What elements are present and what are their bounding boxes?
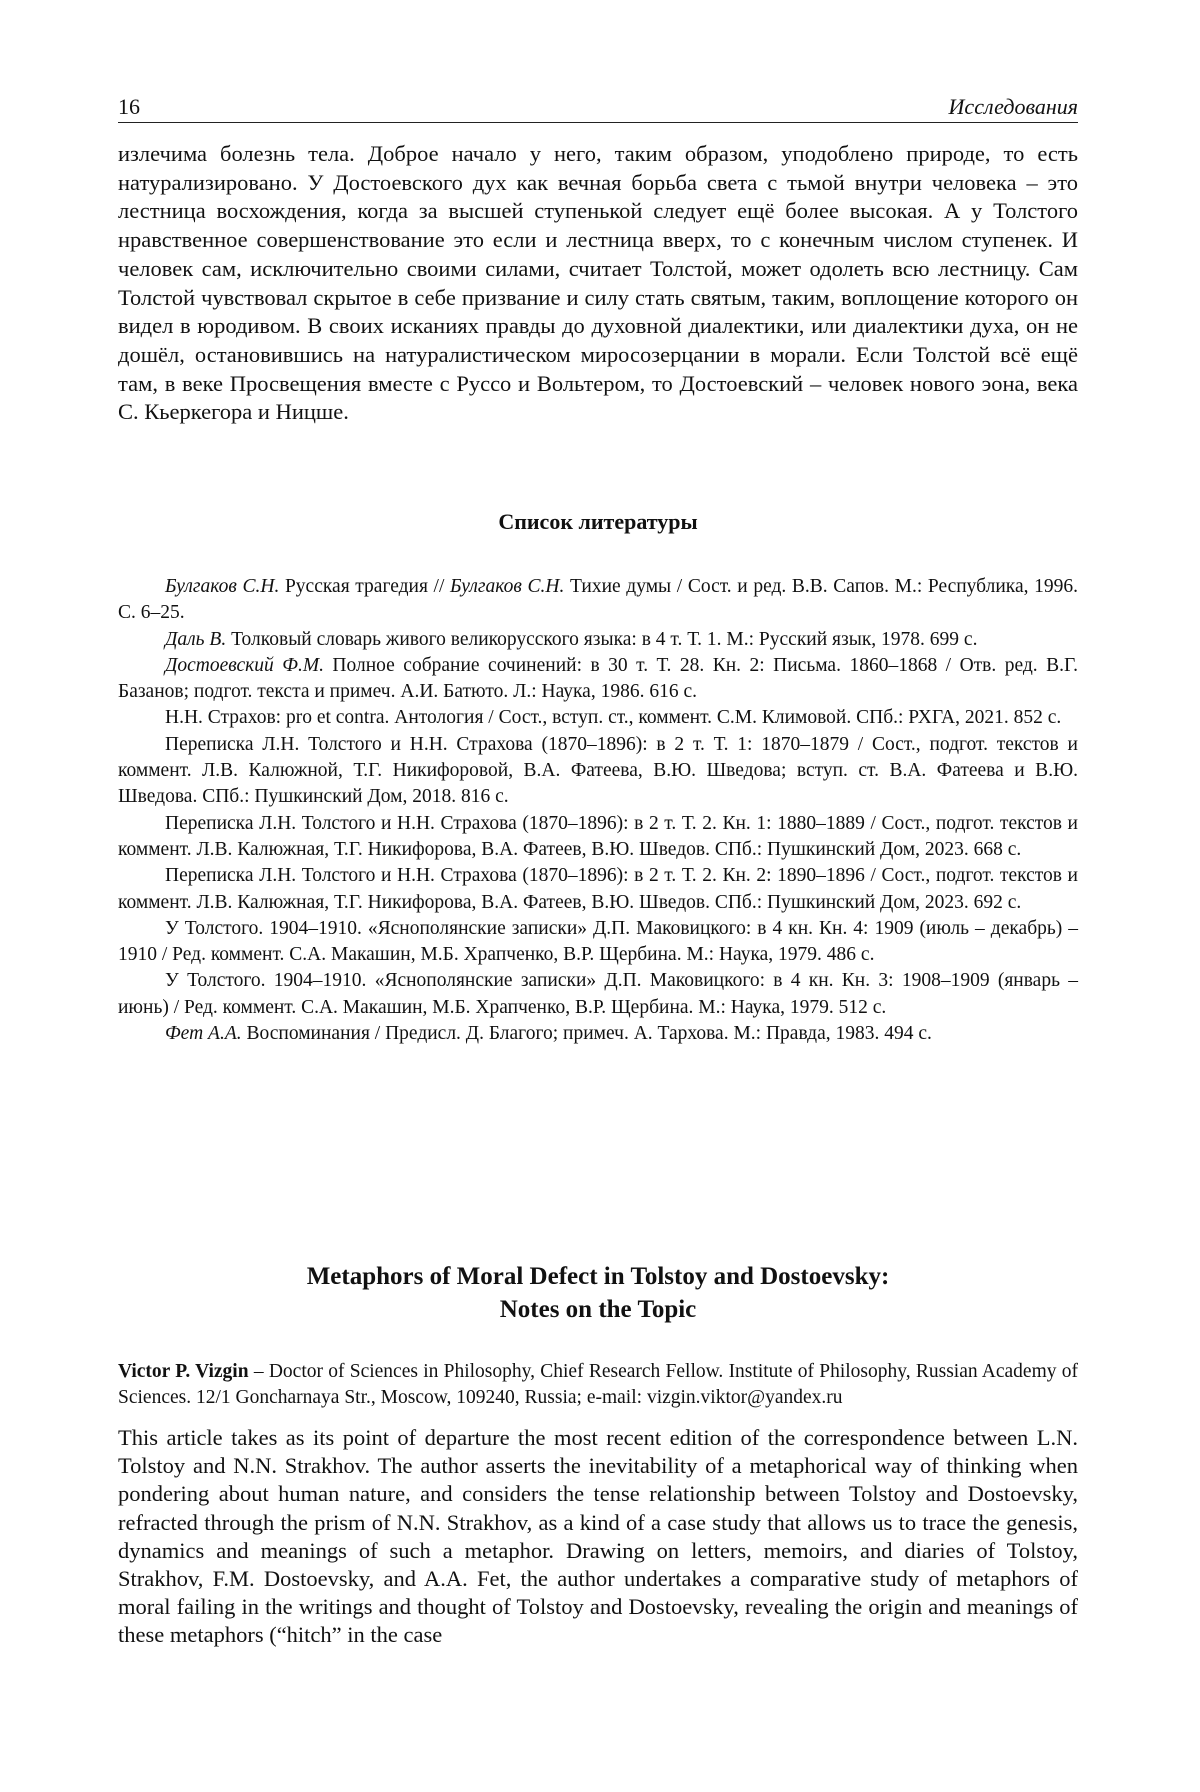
author-name: Victor P. Vizgin <box>118 1361 249 1382</box>
reference-item: У Толстого. 1904–1910. «Яснополянские записки» Д.П. Маковицкого: в 4 кн. Кн. 3: 1908–1909 (январь – июнь) / Ред. коммент. С.А. Макашин, М.Б. Храпченко, В.Р. Щербина. М.: Наука, 1979. 512 с. <box>118 970 1078 1018</box>
reference-item: Фет А.А. Воспоминания / Предисл. Д. Благого; примеч. А. Тархова. М.: Правда, 1983. 494 с. <box>165 1023 932 1045</box>
references-heading: Список литературы <box>498 509 698 534</box>
title-line-2: Notes on the Topic <box>499 1296 697 1323</box>
title-line-1: Metaphors of Moral Defect in Tolstoy and Dostoevsky: <box>306 1263 890 1290</box>
references-list <box>118 574 1078 1047</box>
reference-item: Даль В. Толковый словарь живого великорусского языка: в 4 т. Т. 1. М.: Русский язык, 1978. 699 с. <box>165 628 978 650</box>
section-title: Исследования <box>948 94 1078 119</box>
reference-item: Булгаков С.Н. Русская трагедия // Булгаков С.Н. Тихие думы / Сост. и ред. В.В. Сапов. М.: Республика, 1996. С. 6–25. <box>118 576 1078 624</box>
reference-item: Переписка Л.Н. Толстого и Н.Н. Страхова (1870–1896): в 2 т. Т. 1: 1870–1879 / Сост., подгот. текстов и коммент. Л.В. Калюжной, Т.Г. Никифоровой, В.А. Фатеева, В.Ю. Шведова; вступ. ст. В.А. Фатеева и В.Ю. Шведова. СПб.: Пушкинский Дом, 2018. 816 с. <box>118 733 1078 808</box>
reference-item: Переписка Л.Н. Толстого и Н.Н. Страхова (1870–1896): в 2 т. Т. 2. Кн. 2: 1890–1896 / Сост., подгот. текстов и коммент. Л.В. Калюжная, Т.Г. Никифорова, В.А. Фатеев, В.Ю. Шведов. СПб.: Пушкинский Дом, 2023. 692 с. <box>118 865 1078 913</box>
author-affiliation <box>118 1359 1078 1411</box>
reference-item: Переписка Л.Н. Толстого и Н.Н. Страхова (1870–1896): в 2 т. Т. 2. Кн. 1: 1880–1889 / Сост., подгот. текстов и коммент. Л.В. Калюжная, Т.Г. Никифорова, В.А. Фатеев, В.Ю. Шведов. СПб.: Пушкинский Дом, 2023. 668 с. <box>118 812 1078 860</box>
english-article-title <box>118 1260 1078 1326</box>
page-number: 16 <box>118 94 140 119</box>
author-details: – Doctor of Sciences in Philosophy, Chief Research Fellow. Institute of Philosophy, Russian Academy of Sciences. 12/1 Goncharnaya Str., Moscow, 109240, Russia; e-mail: vizgin.viktor@yandex.ru <box>118 1361 1078 1408</box>
reference-item: Достоевский Ф.М. Полное собрание сочинений: в 30 т. Т. 28. Кн. 2: Письма. 1860–1868 / Отв. ред. В.Г. Базанов; подгот. текста и примеч. А.И. Батюто. Л.: Наука, 1986. 616 с. <box>118 654 1078 703</box>
page-header <box>118 90 1078 123</box>
abstract-paragraph: This article takes as its point of departure the most recent edition of the correspondence between L.N. Tolstoy and N.N. Strakhov. The author asserts the inevitability of a metaphorical way of thinking when pondering about human nature, and considers the tense relationship between Tolstoy and Dostoevsky, refracted through the prism of N.N. Strakhov, as a kind of a case study that allows us to trace the genesis, dynamics and meanings of such a metaphor. Drawing on letters, memoirs, and diaries of Tolstoy, Strakhov, F.M. Dostoevsky, and A.A. Fet, the author undertakes a comparative study of metaphors of moral failing in the writings and thought of Tolstoy and Dostoevsky, revealing the origin and meanings of these metaphors (“hitch” in the case <box>118 1425 1078 1648</box>
reference-item: У Толстого. 1904–1910. «Яснополянские записки» Д.П. Маковицкого: в 4 кн. Кн. 4: 1909 (июль – декабрь) – 1910 / Ред. коммент. С.А. Макашин, М.Б. Храпченко, В.Р. Щербина. М.: Наука, 1979. 486 с. <box>118 917 1078 966</box>
reference-item: Н.Н. Страхов: pro et contra. Антология / Сост., вступ. ст., коммент. С.М. Климовой. СПб.: РХГА, 2021. 852 с. <box>165 707 1062 729</box>
body-paragraph: излечима болезнь тела. Доброе начало у него, таким образом, уподоблено природе, то есть натурализировано. У Достоевского дух как вечная борьба света с тьмой внутри человека – это лестница восхождения, когда за высшей ступенькой следует ещё более высокая. А у Толстого нравственное совершенствование это если и лестница вверх, то с конечным числом ступенек. И человек сам, исключительно своими силами, считает Толстой, может одолеть всю лестницу. Сам Толстой чувствовал скрытое в себе призвание и силу стать святым, таким, воплощение которого он видел в юродивом. В своих исканиях правды до духовной диалектики, или диалектики духа, он не дошёл, остановившись на натуралистическом миросозерцании в морали. Если Толстой всё ещё там, в веке Просвещения вместе с Руссо и Вольтером, то Достоевский – человек нового эона, века С. Кьеркегора и Ницше. <box>118 141 1078 425</box>
